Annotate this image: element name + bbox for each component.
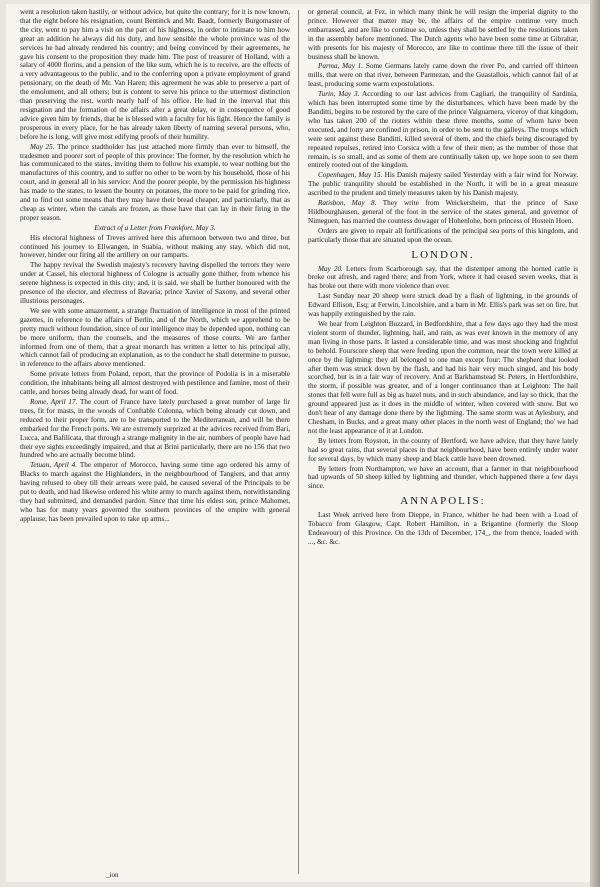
article-paragraph: His electoral highness of Treves arrived here this afternoon between two and three, but continued his journey to Ellwangen, in Suabia, without making any stay, which did not, however, hinder our firing all the artillery on our ramparts. <box>20 233 290 260</box>
article-paragraph <box>20 461 290 523</box>
article-paragraph <box>308 199 578 226</box>
article-text: The court of France have lately purchased a great number of large fir trees, fit for masts, in the woods of Conftable Colonna, which being already cut down, and reduced to their proper form, are to be transported to the Mediterranean, and will be there embarked for the French ports. We are extremely surprized at the advices received from Bari, Lucca, and Bafilicata, that through a strange malignity in the air, numbers of people have had their eye sights exceedingly impaired, and that at Brini particularly, there are no 156 that two hundred who are actually become blind. <box>20 397 290 460</box>
dateline: May 25. <box>30 142 55 151</box>
article-text: His Danish majesty sailed Yesterday with a fair wind for Norway. The public tranquility should be established in the North, it will be in a great measure ascribed to the prudent and timely measures taken by his Danish majesty. <box>308 171 578 198</box>
section-heading-london: LONDON. <box>411 248 475 261</box>
article-paragraph <box>308 171 578 198</box>
article-paragraph: We see with some amazement, a strange fluctuation of intelligence in most of the printed gazettes, in reference to the affairs of Berlin, and of the North, which we apprehend to be pretty much without foundation, since of our intelligence may be depended upon, nothing can be more uniform, than the counsels, and the measures of those courts. We are farther informed from one of them, that a great monarch has written a letter to his principal ally, which cannot fail of producing an explanation, as to the conduct he shall determine to pursue, in reference to the affairs above mentioned. <box>20 306 290 369</box>
dateline: Rome, April 17. <box>30 397 78 406</box>
article-paragraph: or general council, at Fez, in which many think he will resign the imperial dignity to the prince. However that matter may be, the affairs of the empire continue very much embarrassed, and are like to continue so, unless they shall be settled by the resolutions taken in the assembly before mentioned. The Dutch agents who have been some time at Gibraltar, with presents for his majesty of Morocco, are like to continue there till the issue of their business shall be known. <box>308 8 578 61</box>
column-divider <box>298 10 299 874</box>
article-paragraph <box>308 265 578 292</box>
article-paragraph: By letters from Royston, in the county of Hertford, we have advice, that they have lately had so great rains, that several places in that neighbourhood, have been entirely under water for several days, by which many sheep and black cattle have been drowned. <box>308 436 578 463</box>
article-paragraph <box>20 143 290 223</box>
page-edge-shadow <box>590 0 600 887</box>
article-text: The emperor of Morocco, having some time ago ordered his army of Blacks to march against the Highlanders, in the neighbourhood of Tangiers, and that army having refused to obey till their arrears were paid, he caused several of the Principals to be put to death, and had likewise ordered his white army to march against them, notwithstanding they had submitted, and demanded pardon. Since that time his eldest son, prince Mahomet, who has for many years governed the southern provinces of the empire with general applause, has been prevailed upon to take up arms... <box>20 461 290 523</box>
article-text: Letters from Scarborough say, that the distemper among the horned cattle is broke out afresh, and raged there; and from York, where it had ceased seven weeks, that is has broke out there with more violence than ever. <box>308 264 578 291</box>
dateline: Tetuan, April 4. <box>30 461 78 470</box>
article-paragraph: Last Sunday near 20 sheep were struck dead by a flash of lightning, in the grounds of Edward Ellison, Esq; at Ferwin, Lincolshire, and a barn in Mr. Ellis's park was set on fire, but was happily extinguished by the rain. <box>308 292 578 319</box>
article-paragraph: Some private letters from Poland, report, that the province of Podolia is in a miserable condition, the inhabitants being all almost destroyed with pestilence and famine, most of their cattle, and horses being already dead, for want of food. <box>20 370 290 397</box>
article-text: According to our last advices from Cagliari, the tranquility of Sardinia, which has been interrupted some time by the disturbances, which have been made by the Banditti, begins to be restored by the care of the prince Valguarnera, viceroy of that kingdom, who has taken 200 of the rioters within these three months, some of whom have been executed, and forty are confined in prison, in order to be sent to the galleys. The troops which were sent against these Banditti, killed several of them, and the chiefs being discouraged by repeated repulses, retired into Corsica with a few of their men; as the number of those that remain, is so small, and as some of them are continually taken up, we hope soon to see them entirely rooted out of the kingdom. <box>308 90 578 170</box>
article-paragraph: went a resolution taken hastily, or without advice, but quite the contrary; for it is now known, that the eight before his resignation, count Bentinck and Mr. Baadt, formerly Burgomaster of the city, went to pay him a visit on the part of his highness, in order to intimate to him how great an addition he always did his duty, and how sensible the whole province was of the services he had already rendered his country; and being convinced by their agreements, he gave his consent to the proposition they made him. The post of treasurer of Holland, with a salary of 4000 florins, and a pension of the like sum, which he is to receive, are the effects of a very advantageous to the public, and to the conferring upon a private employment of grand pensionary, on the death of Mr. Van Haren; this agreement he was able to preserve a part of the emolument, and all others; but is content to serve his prince to the uttermost distinction than preserving the rest, worth nearly half of his office. He had in the interval that this resignation and the formation of the affairs after a great delay, or in consequence of good advice given him by friends, that he is blessed with a faculty for his light. Hence the family is prosperous in every place, for he has already taken liberty of naming several persons, who, before he is long, will give most edifying proofs of their humility. <box>20 8 290 141</box>
article-subhead: Extract of a Letter from Frankfort, May 3. <box>94 223 216 232</box>
article-paragraph <box>308 90 578 170</box>
article-paragraph: By letters from Northampton, we have an account, that a farmer in that neighbourhood had upwards of 50 sheep killed by lightning and thunder, which happened there a few days since. <box>308 464 578 491</box>
dateline: Copenhagen, May 15. <box>318 171 383 180</box>
dateline: Parma, May 1. <box>318 62 364 71</box>
article-text: They write from Weickersheim, that the prince of Saxe Hildbourghausen, general of the foot in the service of the states general, and governor of Nimeguen, has married the countess dowager of Hohenlohe, born princess of Hostein Hoen. <box>308 199 578 225</box>
dateline: Ratisbon, May 8. <box>318 199 377 208</box>
left-column <box>20 8 290 878</box>
article-text: The prince stadtholder has just attached more firmly than ever to himself, the tradesmen and poorer sort of people of this province: The former, by the resolution which he has communicated to the states, inviting them to follow his example, to wear nothing but the manufactures of this country, and to suffer no other to be worn by his household, those of his court, and in general all in his service: And the poorer people, by the permission his highness has made to the states, to lessen the bounty on potatoes, the more to be paid for grinding rice, and to find out some means that they may have their bread cheaper, and particularly, that as cheap as winter, when the canals are frozen, as those have that can lay in their firing in the proper season. <box>20 142 290 222</box>
page-catchword: _ion <box>106 871 119 879</box>
article-text: Some Germans lately came down the river Po, and carried off thirteen mills, that were on that river, between Parmezan, and the Guastallois, which cannot fail of at least, producing some warm expostulations. <box>308 62 578 89</box>
dateline: May 20. <box>318 264 343 273</box>
dateline: Turin, May 3. <box>318 90 360 99</box>
article-paragraph <box>20 398 290 460</box>
article-paragraph: The happy revival the Swedish majesty's recovery having dispelled the terrors they were under at Cassel, his electoral highness of Cologne is actually gone thither, from whence his serene highness is expected in this city; and, it is said, we shall be further honoured with the presence of the elector, and electress of Bavaria; prince Xavier of Saxony, and several other illustrious personages. <box>20 261 290 305</box>
right-column <box>308 8 578 878</box>
article-paragraph <box>308 62 578 89</box>
section-heading-annapolis: ANNAPOLIS: <box>400 495 486 508</box>
article-paragraph: Orders are given to repair all fortifications of the principal sea ports of this kingdom, and particularly those that are situated upon the ocean. <box>308 226 578 244</box>
article-paragraph: We hear from Leighton Buzzard, in Bedfordshire, that a few days ago they had the most violent storm of thunder, lightning, hail, and rain, as was ever known in the memory of any man living in those parts. It lasted a considerable time, and was most shocking and frightful to behold. Fourscore sheep that were feeding upon the common, near the town were killed at once by the lightning: they all belonged to one man except four: The shepherd that looked after them was struck down by the flash, and had his hair very much singed, and his body scorched, but is in a fair way of recovery. And at Barkhamstead St. Peters, in Hertfordshire, the storm, if possible was greater, and of a longer continuance than at Leighton: The hail stones that fell were full as big as hazel nuts, and in such abundance, and lay so thick, that the ground appeared just as it does in the middle of winter, when covered with snow. But we don't hear of any damage done there by the lightning. The same storm was at Aylesbury, and Chesham, in Bucks, and a great many other places in the north west of England; tho' we had not the least appearance of it at London. <box>308 320 578 435</box>
newspaper-page <box>6 4 592 882</box>
article-paragraph: Last Week arrived here from Dieppe, in France, whither he had been with a Load of Tobacco from Glasgow, Capt. Robert Hamilton, in a Brigantine (formerly the Sloop Endeavour) of this Province. On the 13th of December, 174_, the from thence, loaded with ..., &c. &c. <box>308 511 578 546</box>
